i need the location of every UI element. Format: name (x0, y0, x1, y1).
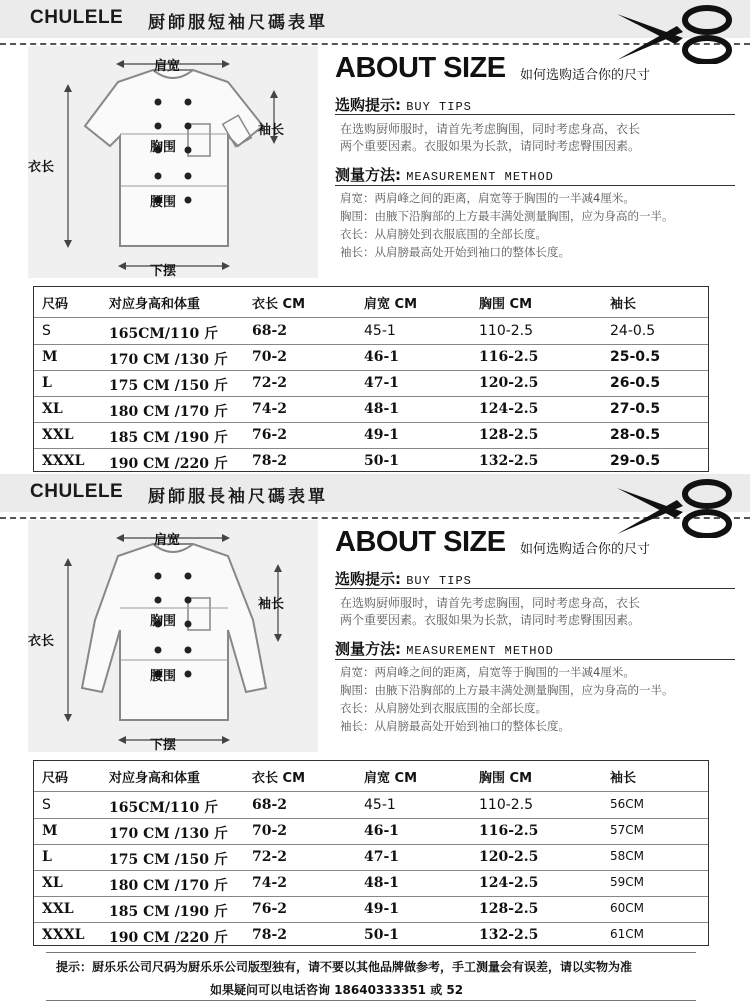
measurement-line-4: 袖长：从肩膀最高处开始到袖口的整体长度。 (340, 719, 570, 733)
brand-name: CHULELE (30, 481, 124, 502)
header-chest: 胸围 CM (479, 771, 533, 786)
header-size: 尺码 (42, 771, 69, 786)
measurement-line-2: 胸围：由腋下沿胸部的上方最丰满处测量胸围，应为身高的一半。 (340, 683, 674, 697)
header-size: 尺码 (42, 297, 69, 312)
long-sleeve-size-section (0, 474, 750, 948)
buy-tips-heading: 选购提示: BUY TIPS (335, 570, 472, 588)
scissors-icon (615, 4, 735, 64)
measurement-rule (335, 659, 735, 660)
tips-line-2: 两个重要因素。衣服如果为长款，请同时考虑臀围因素。 (340, 139, 641, 153)
table-row: XL 180 CM /170 斤 74-2 48-1 124-2.5 27-0.5 (34, 396, 708, 423)
measurement-line-3: 衣长：从肩膀处到衣服底围的全部长度。 (340, 227, 547, 241)
tips-rule (335, 588, 735, 589)
about-size-subtitle: 如何选购适合你的尺寸 (520, 68, 651, 83)
measurement-heading: 测量方法: MEASUREMENT METHOD (335, 640, 554, 658)
about-size-heading: ABOUT SIZE (335, 52, 506, 84)
jacket-illustration (28, 46, 318, 278)
about-size-subtitle: 如何选购适合你的尺寸 (520, 542, 651, 557)
about-size-heading: ABOUT SIZE (335, 526, 506, 558)
measurement-line-2: 胸围：由腋下沿胸部的上方最丰满处测量胸围，应为身高的一半。 (340, 209, 674, 223)
scissors-icon (615, 478, 735, 538)
hem-label: 下摆 (150, 264, 177, 279)
table-row: XL 180 CM /170 斤 74-2 48-1 124-2.5 59CM (34, 870, 708, 897)
measurement-line-4: 袖长：从肩膀最高处开始到袖口的整体长度。 (340, 245, 570, 259)
length-label: 衣长 (28, 160, 55, 175)
tips-rule (335, 114, 735, 115)
header-height-weight: 对应身高和体重 (109, 297, 201, 312)
header-chest: 胸围 CM (479, 297, 533, 312)
table-row: L 175 CM /150 斤 72-2 47-1 120-2.5 58CM (34, 844, 708, 871)
footer-rule-bottom (46, 1000, 696, 1001)
section-title: 厨師服長袖尺碼表單 (148, 487, 328, 507)
section-title: 厨師服短袖尺碼表單 (148, 13, 328, 33)
table-header-row (34, 287, 708, 318)
sleeve-label: 袖长 (258, 123, 285, 138)
chest-label: 胸围 (150, 140, 177, 155)
jacket-illustration (28, 520, 318, 752)
length-label: 衣长 (28, 634, 55, 649)
brand-name: CHULELE (30, 7, 124, 28)
header-shoulder: 肩宽 CM (364, 297, 418, 312)
waist-label: 腰围 (150, 669, 177, 684)
header-shoulder: 肩宽 CM (364, 771, 418, 786)
short-sleeve-size-section (0, 0, 750, 474)
measurement-line-1: 肩宽：两肩峰之间的距离，肩宽等于胸围的一半减4厘米。 (340, 191, 635, 205)
sleeve-label: 袖长 (258, 597, 285, 612)
tips-line-2: 两个重要因素。衣服如果为长款，请同时考虑臀围因素。 (340, 613, 641, 627)
long-sleeve-jacket-diagram (28, 520, 318, 752)
header-sleeve: 袖长 (610, 771, 637, 786)
table-row: XXL 185 CM /190 斤 76-2 49-1 128-2.5 28-0.5 (34, 422, 708, 449)
hem-label: 下摆 (150, 738, 177, 753)
table-row: XXXL 190 CM /220 斤 78-2 50-1 132-2.5 61CM (42, 927, 645, 946)
tips-line-1: 在选购厨师服时，请首先考虑胸围，同时考虑身高，衣长 (340, 122, 641, 136)
table-row: XXXL 190 CM /220 斤 78-2 50-1 132-2.5 29-0.5 (42, 453, 661, 472)
header-length: 衣长 CM (252, 297, 306, 312)
header-sleeve: 袖长 (610, 297, 637, 312)
footer-contact: 如果疑问可以电话咨询 18640333351 或 52 (210, 983, 464, 997)
table-row: M 170 CM /130 斤 70-2 46-1 116-2.5 57CM (34, 818, 708, 845)
size-table (33, 760, 709, 946)
measurement-rule (335, 185, 735, 186)
table-header-row (34, 761, 708, 792)
header-length: 衣长 CM (252, 771, 306, 786)
table-row: XXL 185 CM /190 斤 76-2 49-1 128-2.5 60CM (34, 896, 708, 923)
header-height-weight: 对应身高和体重 (109, 771, 201, 786)
shoulder-label: 肩宽 (154, 533, 181, 548)
measurement-line-3: 衣长：从肩膀处到衣服底围的全部长度。 (340, 701, 547, 715)
size-table (33, 286, 709, 472)
table-row: S 165CM/110 斤 68-2 45-1 110-2.5 24-0.5 (34, 318, 708, 345)
footer-notice: 提示：厨乐乐公司尺码为厨乐乐公司版型独有，请不要以其他品牌做参考，手工测量会有误差，请以实物为准 (56, 960, 633, 974)
tips-line-1: 在选购厨师服时，请首先考虑胸围，同时考虑身高，衣长 (340, 596, 641, 610)
measurement-line-1: 肩宽：两肩峰之间的距离，肩宽等于胸围的一半减4厘米。 (340, 665, 635, 679)
table-row: M 170 CM /130 斤 70-2 46-1 116-2.5 25-0.5 (34, 344, 708, 371)
footer-rule-top (46, 952, 696, 953)
buy-tips-heading: 选购提示: BUY TIPS (335, 96, 472, 114)
table-row: L 175 CM /150 斤 72-2 47-1 120-2.5 26-0.5 (34, 370, 708, 397)
chest-label: 胸围 (150, 614, 177, 629)
shoulder-label: 肩宽 (154, 59, 181, 74)
measurement-heading: 测量方法: MEASUREMENT METHOD (335, 166, 554, 184)
waist-label: 腰围 (150, 195, 177, 210)
short-sleeve-jacket-diagram (28, 46, 318, 278)
table-row: S 165CM/110 斤 68-2 45-1 110-2.5 56CM (34, 792, 708, 819)
